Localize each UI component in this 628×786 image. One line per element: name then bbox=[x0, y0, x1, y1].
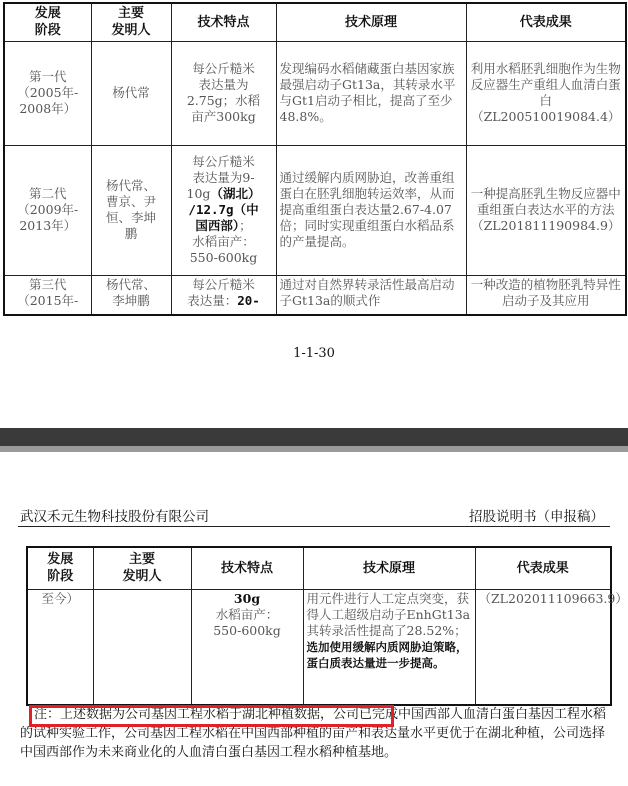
table-row bbox=[4, 275, 626, 315]
principle-cell bbox=[303, 589, 475, 705]
feature-cell bbox=[171, 275, 276, 315]
inventor-cell: 杨代常、 李坤鹏 bbox=[91, 275, 171, 315]
header-stage: 发展 阶段 bbox=[4, 3, 91, 41]
feature-text: ； 水稻亩产： 550-600kg bbox=[189, 218, 258, 265]
stage-cell: 第一代 （2005年- 2008年） bbox=[4, 41, 91, 145]
tech-stage-table-top bbox=[3, 2, 627, 316]
header-inventor: 主要 发明人 bbox=[91, 3, 171, 41]
header-principle: 技术原理 bbox=[303, 547, 475, 589]
header-principle: 技术原理 bbox=[276, 3, 466, 41]
result-cell bbox=[466, 145, 626, 275]
highlight-box bbox=[29, 705, 394, 727]
footnote: 注：上述数据为公司基因工程水稻于湖北种植数据，公司已完成中国西部人血清白蛋白基因工程水稻的试种实验工作，公司基因工程水稻在中国西部种植的亩产和表达量水平更优于在湖北种植，公司选择中国西部作为未来商业化的人血清白蛋白基因工程水稻种植基地。 bbox=[20, 707, 607, 760]
header-rule bbox=[18, 526, 610, 527]
stage-cell: 第二代 （2009年- 2013年） bbox=[4, 145, 91, 275]
result-cell bbox=[466, 41, 626, 145]
patent-number: （ZL202011109663.9） bbox=[475, 589, 611, 705]
page-divider bbox=[0, 428, 628, 446]
feature-text: 每公斤糙米 表达量： bbox=[187, 276, 255, 308]
principle-cell: 发现编码水稻储藏蛋白基因家族最强启动子Gt13a，其转录水平与Gt1启动子相比，提高了至少48.8%。 bbox=[276, 41, 466, 145]
principle-cell: 通过缓解内质网胁迫，改善重组蛋白在胚乳细胞转运效率，从而提高重组蛋白表达量2.67-4.07倍；同时实现重组蛋白水稻品系的产量提高。 bbox=[276, 145, 466, 275]
header-stage: 发展 阶段 bbox=[27, 547, 93, 589]
feature-text: 每公斤糙米 表达量为9- 10g bbox=[186, 154, 255, 201]
feature-cell bbox=[191, 589, 303, 705]
header-result: 代表成果 bbox=[466, 3, 626, 41]
feature-bold: （湖北） /12.7g（中 国西部） bbox=[188, 186, 261, 233]
table-row bbox=[27, 589, 611, 705]
principle-cell: 通过对自然界转录活性最高启动子Gt13a的顺式作 bbox=[276, 275, 466, 315]
company-name: 武汉禾元生物科技股份有限公司 bbox=[20, 509, 209, 525]
feature-text: 水稻亩产： 550-600kg bbox=[213, 606, 281, 638]
page-number: 1-1-30 bbox=[293, 346, 335, 361]
inventor-cell: 杨代常 bbox=[91, 41, 171, 145]
table-row bbox=[4, 41, 626, 145]
principle-text: 用元件进行人工定点突变，获得人工超级启动子EnhGt13a其转录活性提高了28.52%； bbox=[306, 590, 471, 638]
tech-stage-table-continued bbox=[26, 546, 628, 706]
inventor-cell: 杨代常、 曹京、尹 恒、李坤 鹏 bbox=[91, 145, 171, 275]
principle-bold: 选加使用缓解内质网胁迫策略，蛋白质表达量进一步提高。 bbox=[306, 639, 468, 670]
result-cell: 一种改造的植物胚乳特异性启动子及其应用 bbox=[466, 275, 626, 315]
feature-bold: 20- bbox=[237, 292, 260, 308]
patent-number: （ZL200510019084.4） bbox=[471, 109, 621, 124]
feature-cell bbox=[171, 145, 276, 275]
feature-bold: 30g bbox=[233, 590, 261, 606]
result-text: 利用水稻胚乳细胞作为生物反应器生产重组人血清白蛋白 bbox=[470, 61, 621, 108]
header-feature: 技术特点 bbox=[191, 547, 303, 589]
feature-cell: 每公斤糙米 表达量为 2.75g；水稻 亩产300kg bbox=[171, 41, 276, 145]
stage-cell: 第三代 （2015年- bbox=[4, 275, 91, 315]
document-title: 招股说明书（申报稿） bbox=[469, 509, 604, 525]
header-result: 代表成果 bbox=[475, 547, 611, 589]
inventor-cell bbox=[93, 589, 191, 705]
header-feature: 技术特点 bbox=[171, 3, 276, 41]
table-row bbox=[4, 145, 626, 275]
page-divider-shadow bbox=[0, 446, 628, 452]
header-inventor: 主要 发明人 bbox=[93, 547, 191, 589]
patent-number: （ZL201811190984.9） bbox=[471, 218, 621, 233]
result-text: 一种提高胚乳生物反应器中重组蛋白表达水平的方法 bbox=[470, 186, 621, 217]
stage-cell: 至今） bbox=[27, 589, 93, 705]
